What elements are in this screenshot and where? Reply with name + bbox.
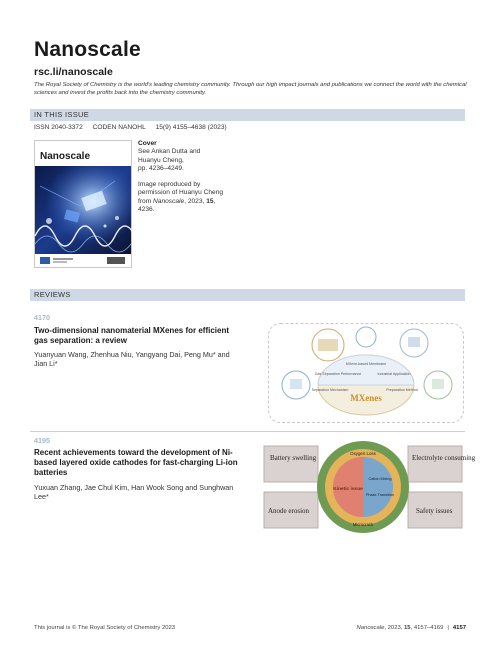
- article-authors: Yuanyuan Wang, Zhenhua Niu, Yangyang Dai, Peng Mu* and Jian Li*: [34, 350, 230, 369]
- issn-line: [34, 124, 235, 131]
- graphic-label: Industrial Application: [377, 372, 411, 376]
- cover-heading: Cover: [138, 140, 157, 147]
- cover-credit-3: from Nanoscale, 2023, 15,: [138, 197, 216, 205]
- graphic-label: Separation Mechanism: [311, 388, 349, 392]
- ring-label: Phase Transition: [365, 493, 395, 497]
- ring-label: Microcrack: [352, 522, 374, 527]
- issn: ISSN 2040-3372: [34, 124, 83, 131]
- reviews-bar: [30, 289, 465, 301]
- footer-citation: Nanoscale, 2023, 15, 4157–4169 | 4157: [356, 625, 466, 631]
- cover-credit-2: permission of Huanyu Cheng: [138, 189, 224, 197]
- rsc-blurb: The Royal Society of Chemistry is the world's leading chemistry community. Through our high impact journals and publications we connect the world with the chemical sciences and invest the profits back into the chemistry community.: [34, 82, 467, 96]
- footer-copyright: This journal is © The Royal Society of Chemistry 2023: [34, 625, 176, 631]
- box-label-electrolyte: Electrolyte consuming: [412, 454, 476, 462]
- article-title[interactable]: Recent achievements toward the development of Ni-based layered oxide cathodes for fast-charging Li-ion batteries: [34, 448, 238, 477]
- cover-image[interactable]: [34, 140, 132, 268]
- cover-footer-logos: [35, 254, 131, 267]
- cover-art: [35, 166, 131, 254]
- page-number: 4157: [452, 625, 466, 631]
- cover-see: See Ankan Dutta and: [138, 148, 201, 156]
- graphic-label: Preparation Method: [386, 388, 418, 392]
- box-label-anode-erosion: Anode erosion: [268, 507, 310, 515]
- volume-info: 15(9) 4155–4638 (2023): [155, 124, 227, 131]
- graphic-label: MXene-based Membrane: [345, 362, 387, 366]
- battery-graphic[interactable]: [262, 440, 476, 540]
- ring-label: Cation Mixing: [368, 477, 392, 481]
- section-label: IN THIS ISSUE: [34, 110, 90, 119]
- footer-journal: Nanoscale: [356, 625, 385, 631]
- journal-title: Nanoscale: [34, 38, 141, 61]
- cover-pages: pp. 4236–4249.: [138, 164, 184, 172]
- journal-url[interactable]: rsc.li/nanoscale: [34, 66, 113, 78]
- box-label-safety: Safety issues: [416, 507, 453, 515]
- cover-credit-1: Image reproduced by: [138, 181, 201, 189]
- mxenes-graphic[interactable]: [268, 323, 464, 423]
- coden: CODEN NANOHL: [92, 124, 146, 131]
- article-authors: Yuxuan Zhang, Jae Chul Kim, Han Wook Song and Sunghwan Lee*: [34, 483, 234, 502]
- section-label: REVIEWS: [34, 290, 71, 299]
- cover-masthead: Nanoscale: [40, 151, 91, 162]
- graphic-label: Gas Separation Performance: [314, 372, 362, 376]
- ring-label: Oxygen Loss: [350, 451, 376, 456]
- mxenes-label: MXenes: [350, 393, 382, 403]
- article-page-number: 4195: [34, 436, 50, 445]
- cover-description: [138, 140, 248, 214]
- center-label-kinetic: Kinetic issue: [333, 487, 363, 492]
- in-this-issue-bar: [30, 109, 465, 121]
- box-label-battery-swelling: Battery swelling: [270, 454, 317, 462]
- article-page-number: 4170: [34, 313, 50, 322]
- cover-see-2: Huanyu Cheng,: [138, 156, 184, 164]
- article-divider: [30, 431, 465, 432]
- article-title[interactable]: Two-dimensional nanomaterial MXenes for efficient gas separation: a review: [34, 326, 229, 345]
- cover-credit-4: 4236.: [138, 206, 155, 214]
